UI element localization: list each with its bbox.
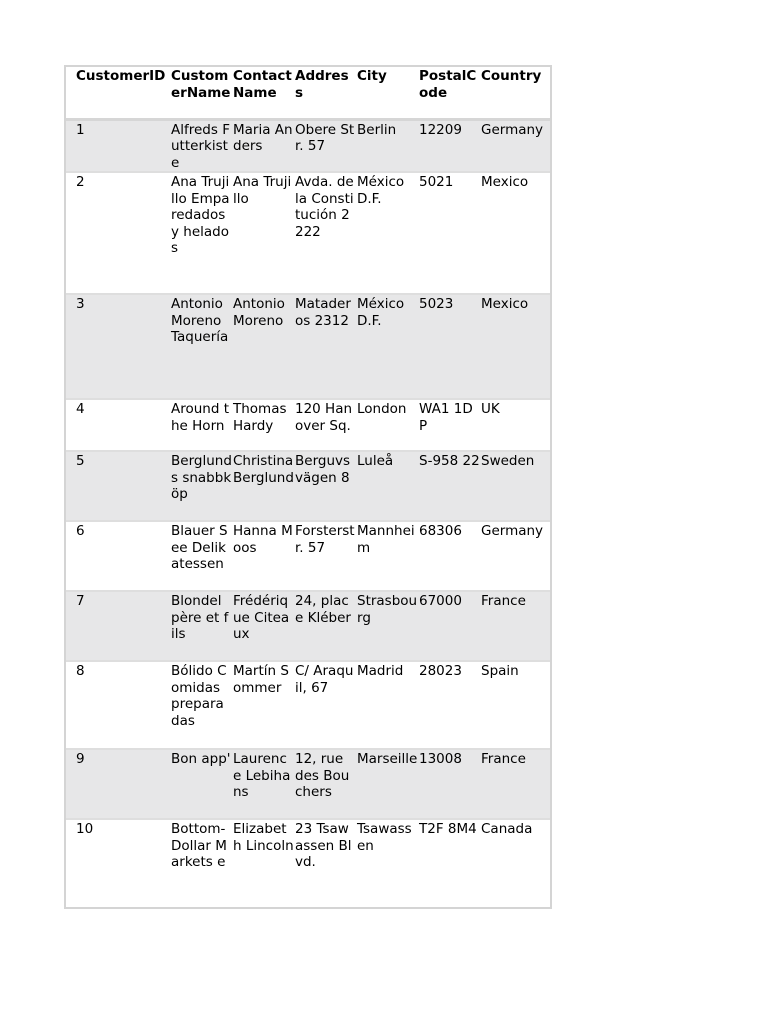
cell-address: 24, place Kléber xyxy=(295,593,351,626)
cell-contact-name: Elizabeth Lincoln xyxy=(233,821,294,854)
cell-country: Mexico xyxy=(481,174,529,190)
cell-customer-name: Berglunds snabbköp xyxy=(171,453,232,502)
cell-postal-code: S-958 22 xyxy=(419,453,480,469)
cell-contact-name: Antonio Moreno xyxy=(233,296,285,329)
cell-contact-name: Christina Berglund xyxy=(233,453,294,486)
table-row xyxy=(66,521,550,591)
cell-contact-name: Laurence Lebihans xyxy=(233,751,291,800)
cell-customer-name: Blondel père et fils xyxy=(171,593,229,642)
cell-postal-code: 68306 xyxy=(419,523,462,539)
cell-city: Madrid xyxy=(357,663,404,679)
cell-customer-name: Ana Trujillo Emparedados y helados xyxy=(171,174,230,256)
cell-postal-code: 13008 xyxy=(419,751,462,767)
cell-customer-id: 6 xyxy=(76,523,85,539)
cell-address: C/ Araquil, 67 xyxy=(295,663,354,696)
cell-city: London xyxy=(357,401,407,417)
customers-table-container xyxy=(64,65,552,909)
cell-country: Germany xyxy=(481,523,544,539)
column-header-postal-code: PostalCode xyxy=(419,68,477,101)
column-header-address: Address xyxy=(295,68,349,101)
table-row xyxy=(66,591,550,661)
cell-customer-id: 4 xyxy=(76,401,85,417)
customers-table xyxy=(66,67,550,907)
cell-postal-code: 12209 xyxy=(419,121,462,138)
cell-country: France xyxy=(481,593,526,609)
cell-country: France xyxy=(481,751,526,767)
cell-customer-id: 2 xyxy=(76,174,85,190)
table-row xyxy=(66,749,550,819)
column-header-country: Country xyxy=(481,68,542,84)
cell-postal-code: 67000 xyxy=(419,593,462,609)
column-header-customer-id: CustomerID xyxy=(76,68,166,84)
cell-postal-code: T2F 8M4 xyxy=(419,821,477,837)
cell-customer-name: Alfreds Futterkiste xyxy=(171,121,230,171)
cell-city: Tsawassen xyxy=(357,821,412,854)
cell-city: Berlin xyxy=(357,121,397,138)
cell-postal-code: 5021 xyxy=(419,174,454,190)
cell-country: Germany xyxy=(481,121,544,138)
cell-customer-name: Antonio Moreno Taquería xyxy=(171,296,229,345)
cell-city: Luleå xyxy=(357,453,394,469)
cell-customer-id: 9 xyxy=(76,751,85,767)
table-row xyxy=(66,119,550,172)
cell-contact-name: Thomas Hardy xyxy=(233,401,287,434)
cell-city: Strasbourg xyxy=(357,593,418,626)
cell-customer-id: 10 xyxy=(76,821,94,837)
table-row xyxy=(66,172,550,294)
cell-address: Berguvsvägen 8 xyxy=(295,453,351,486)
table-row xyxy=(66,661,550,749)
cell-customer-name: Bottom-Dollar Markets e xyxy=(171,821,227,870)
cell-country: Spain xyxy=(481,663,519,679)
cell-customer-name: Blauer See Delikatessen xyxy=(171,523,228,572)
table-header-row xyxy=(66,67,550,119)
cell-customer-name: Bólido Comidas preparadas xyxy=(171,663,227,729)
cell-postal-code: 5023 xyxy=(419,296,454,312)
cell-customer-id: 5 xyxy=(76,453,85,469)
column-header-customer-name: CustomerName xyxy=(171,68,231,101)
cell-country: UK xyxy=(481,401,500,417)
table-row xyxy=(66,451,550,521)
cell-address: 23 Tsawassen Blvd. xyxy=(295,821,352,870)
table-row xyxy=(66,819,550,907)
cell-address: Avda. de la Constitución 2222 xyxy=(295,174,354,240)
cell-country: Sweden xyxy=(481,453,535,469)
cell-address: 12, rue des Bouchers xyxy=(295,751,350,800)
cell-customer-id: 3 xyxy=(76,296,85,312)
table-row xyxy=(66,399,550,451)
cell-customer-id: 7 xyxy=(76,593,85,609)
cell-customer-id: 8 xyxy=(76,663,85,679)
cell-address: Forsterstr. 57 xyxy=(295,523,355,556)
cell-city: Marseille xyxy=(357,751,418,767)
table-row xyxy=(66,294,550,399)
cell-address: Obere Str. 57 xyxy=(295,121,355,154)
cell-customer-name: Bon app' xyxy=(171,751,231,767)
cell-contact-name: Hanna Moos xyxy=(233,523,293,556)
cell-contact-name: Martín Sommer xyxy=(233,663,289,696)
cell-address: Mataderos 2312 xyxy=(295,296,351,329)
cell-contact-name: Frédérique Citeaux xyxy=(233,593,290,642)
cell-address: 120 Hanover Sq. xyxy=(295,401,353,434)
cell-postal-code: WA1 1DP xyxy=(419,401,473,434)
cell-contact-name: Maria Anders xyxy=(233,121,293,154)
cell-customer-name: Around the Horn xyxy=(171,401,230,434)
cell-city: México D.F. xyxy=(357,296,405,329)
column-header-contact-name: ContactName xyxy=(233,68,292,101)
cell-contact-name: Ana Trujillo xyxy=(233,174,292,207)
cell-country: Mexico xyxy=(481,296,529,312)
cell-city: México D.F. xyxy=(357,174,405,207)
cell-postal-code: 28023 xyxy=(419,663,462,679)
cell-city: Mannheim xyxy=(357,523,415,556)
cell-country: Canada xyxy=(481,821,533,837)
cell-customer-id: 1 xyxy=(76,121,85,138)
column-header-city: City xyxy=(357,68,387,84)
